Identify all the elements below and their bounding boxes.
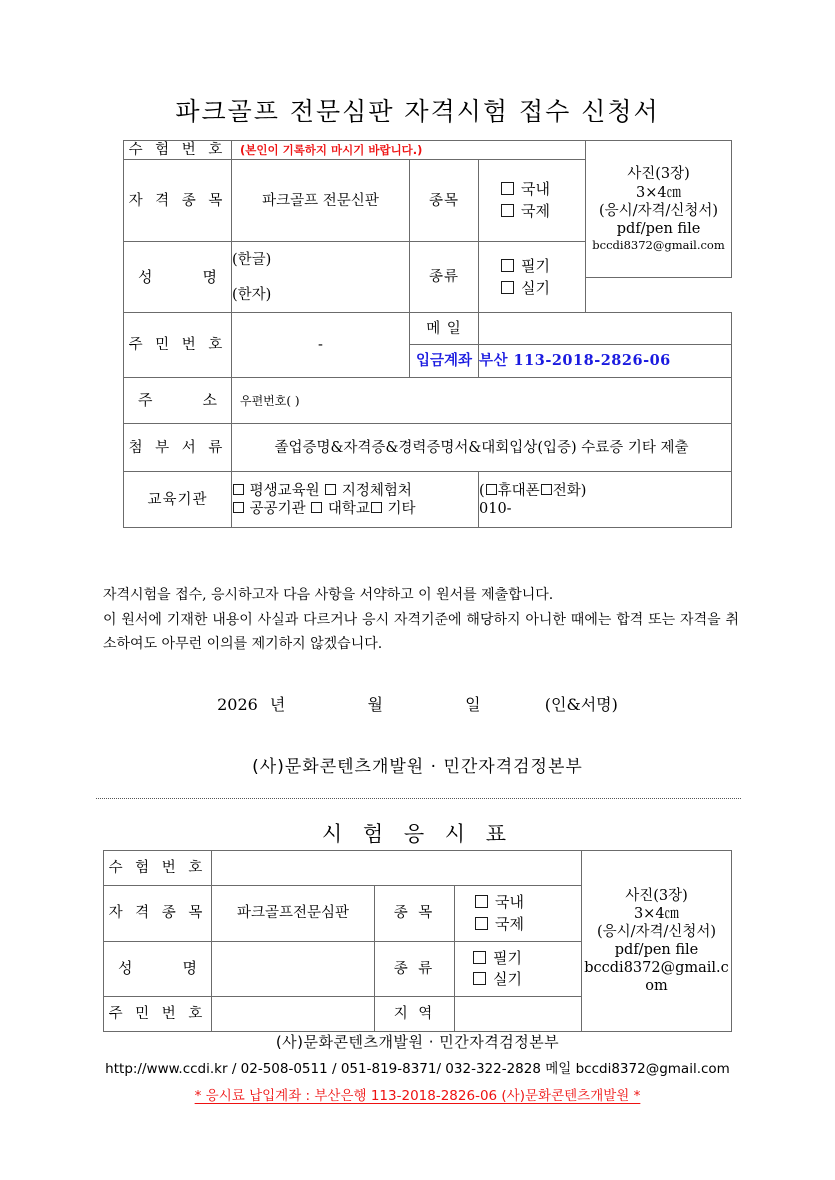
checkbox-icon[interactable] (311, 502, 322, 513)
checkbox-edu-other-label: 기타 (387, 500, 416, 517)
ticket-checkbox-group-kind (455, 941, 582, 997)
ticket-checkbox-kind-written-label: 필기 (493, 948, 522, 967)
ticket-field-region[interactable] (455, 997, 582, 1032)
ticket-checkbox-kind-practical[interactable] (473, 970, 581, 989)
checkbox-category-international[interactable] (501, 202, 585, 221)
label-address: 주 소 (124, 378, 232, 424)
ticket-checkbox-group-category (455, 886, 582, 942)
field-resident-number[interactable]: - (232, 313, 410, 378)
checkbox-icon[interactable] (501, 204, 514, 217)
ticket-row-exam-number (104, 851, 732, 886)
ticket-label-qualification-type: 자 격 종 목 (104, 886, 212, 942)
contact-type-group (479, 482, 731, 500)
checkbox-kind-practical-label: 실기 (521, 278, 550, 297)
ticket-photo-line-3: (응시/자격/신청서) (596, 923, 717, 940)
organization-name-bottom: (사)문화콘텐츠개발원 · 민간자격검정본부 (275, 1033, 560, 1051)
label-mail: 메 일 (410, 313, 479, 345)
signature-seal-label: (인&서명) (544, 695, 618, 714)
checkbox-kind-written[interactable] (501, 257, 585, 276)
checkbox-icon[interactable] (475, 917, 488, 930)
table-row-exam-number (124, 141, 732, 160)
organization-name-top: (사)문화콘텐츠개발원 · 민간자격검정본부 (252, 757, 583, 777)
checkbox-kind-written-label: 필기 (521, 256, 550, 275)
checkbox-icon[interactable] (501, 182, 514, 195)
signature-month-label: 월 (367, 695, 383, 714)
checkbox-category-domestic-label: 국내 (521, 180, 550, 199)
label-qualification-type: 자 격 종 목 (124, 160, 232, 242)
checkbox-edu-other[interactable] (370, 501, 416, 517)
checkbox-contact-landline-label: 전화 (552, 482, 581, 499)
photo-line-4: pdf/pen file (616, 220, 701, 237)
ticket-checkbox-kind-written[interactable] (473, 949, 581, 968)
field-qualification-value[interactable]: 파크골프 전문신판 (232, 160, 410, 242)
photo-box (586, 141, 732, 278)
table-row-attachments (124, 424, 732, 472)
photo-line-5: bccdi8372@gmail.com (592, 237, 725, 252)
ticket-label-category: 종 목 (375, 886, 455, 942)
application-form-table (123, 140, 732, 528)
checkbox-icon[interactable] (233, 484, 244, 495)
section-title-exam-ticket: 시 험 응 시 표 (321, 822, 514, 846)
field-contact[interactable] (479, 472, 732, 528)
ticket-checkbox-category-domestic-label: 국내 (495, 893, 524, 911)
exam-ticket-table (103, 850, 732, 1032)
checkbox-group-kind (479, 242, 586, 313)
signature-year: 2026 (217, 695, 258, 714)
signature-year-label: 년 (269, 695, 286, 714)
ticket-label-resident-number: 주 민 번 호 (104, 997, 212, 1032)
label-category: 종목 (410, 160, 479, 242)
field-phone-number[interactable]: 010- (479, 500, 512, 517)
label-kind: 종류 (410, 242, 479, 313)
education-row-2 (232, 500, 478, 518)
checkbox-edu-designated[interactable] (324, 483, 412, 499)
ticket-photo-line-4: pdf/pen file (614, 942, 699, 958)
contact-paren-close: ) (580, 482, 587, 499)
ticket-label-exam-number: 수 험 번 호 (104, 851, 212, 886)
page-title: 파크골프 전문심판 자격시험 접수 신청서 (175, 97, 660, 126)
footer-contact: http://www.ccdi.kr / 02-508-0511 / 051-819-8371/ 032-322-2828 메일 bccdi8372@gmail.com (105, 1061, 730, 1077)
ticket-label-region: 지 역 (375, 997, 455, 1032)
field-address[interactable] (232, 378, 732, 424)
label-education-institution: 교육기관 (124, 472, 232, 528)
checkbox-icon[interactable] (486, 484, 497, 495)
ticket-label-kind: 종 류 (375, 941, 455, 997)
ticket-field-exam-number[interactable] (212, 851, 582, 886)
label-exam-number: 수 험 번 호 (124, 141, 232, 160)
checkbox-icon[interactable] (501, 281, 514, 294)
ticket-label-name: 성 명 (104, 941, 212, 997)
checkbox-icon[interactable] (473, 972, 486, 985)
field-exam-number[interactable] (232, 141, 586, 160)
checkbox-edu-university-label: 대학교 (327, 500, 370, 517)
ticket-checkbox-kind-practical-label: 실기 (493, 970, 522, 989)
field-mail[interactable] (479, 313, 732, 345)
exam-number-warning: (본인이 기록하지 마시기 바랍니다.) (240, 143, 423, 157)
field-name-hangul[interactable] (232, 242, 410, 278)
table-row-address (124, 378, 732, 424)
education-row-1 (232, 482, 478, 500)
checkbox-contact-mobile-label: 휴대폰 (497, 482, 540, 499)
signature-date-line (0, 692, 835, 715)
photo-line-2: 3×4㎝ (635, 184, 682, 201)
contact-paren-open: ( (479, 482, 485, 499)
field-name-hangul-hint: (한글) (232, 251, 272, 268)
ticket-photo-box (582, 851, 732, 1032)
checkbox-group-category (479, 160, 586, 242)
checkbox-edu-public-label: 공공기관 (249, 500, 306, 517)
checkbox-icon[interactable] (473, 951, 486, 964)
dotted-divider (96, 798, 741, 799)
checkbox-category-international-label: 국제 (521, 202, 550, 221)
label-attachments: 첨 부 서 류 (124, 424, 232, 472)
photo-line-3: (응시/자격/신청서) (598, 202, 719, 219)
checkbox-category-domestic[interactable] (501, 180, 585, 199)
checkbox-kind-practical[interactable] (501, 279, 585, 298)
checkbox-edu-lifelong[interactable] (232, 483, 320, 499)
table-row-resident-number (124, 313, 732, 345)
ticket-photo-line-5: bccdi8372@gmail.com (584, 960, 729, 995)
label-resident-number: 주 민 번 호 (124, 313, 232, 378)
table-row-education-institution (124, 472, 732, 528)
field-name-hanja[interactable] (232, 277, 410, 313)
checkbox-edu-designated-label: 지정체험처 (341, 482, 412, 499)
checkbox-edu-university[interactable] (310, 501, 370, 517)
field-deposit-account: 부산 113-2018-2826-06 (479, 345, 732, 378)
checkbox-edu-lifelong-label: 평생교육원 (249, 482, 320, 499)
pledge-paragraph-2: 이 원서에 기재한 내용이 사실과 다르거나 응시 자격기준에 해당하지 아니한 때에는 합격 또는 자격을 취소하여도 아무런 이의를 제기하지 않겠습니다. (103, 612, 739, 653)
ticket-field-resident-number[interactable] (212, 997, 375, 1032)
signature-day-label: 일 (465, 695, 481, 714)
label-deposit-account: 입금계좌 (410, 345, 479, 378)
photo-line-1: 사진(3장) (627, 166, 690, 183)
address-postal-hint: 우편번호( ) (240, 394, 300, 409)
checkbox-icon[interactable] (501, 259, 514, 272)
label-name: 성 명 (124, 242, 232, 313)
ticket-checkbox-category-domestic[interactable] (475, 893, 581, 912)
footer-payment-note-text: * 응시료 납입계좌 : 부산은행 113-2018-2826-06 (사)문화콘텐츠개발원 * (194, 1088, 641, 1104)
checkbox-icon[interactable] (371, 502, 382, 513)
field-name-hanja-hint: (한자) (232, 286, 272, 303)
checkbox-icon[interactable] (233, 502, 244, 513)
checkbox-icon[interactable] (325, 484, 336, 495)
checkbox-group-education (232, 472, 479, 528)
footer-payment-note (0, 1084, 835, 1104)
pledge-paragraph-1: 자격시험을 접수, 응시하고자 다음 사항을 서약하고 이 원서를 제출합니다. (103, 587, 554, 603)
ticket-field-qualification-value: 파크골프전문심판 (212, 886, 375, 942)
ticket-checkbox-category-international-label: 국제 (495, 914, 524, 933)
checkbox-icon[interactable] (475, 895, 488, 908)
ticket-checkbox-category-international[interactable] (475, 915, 581, 934)
checkbox-edu-public[interactable] (232, 501, 306, 517)
checkbox-icon[interactable] (541, 484, 552, 495)
ticket-photo-line-1: 사진(3장) (625, 887, 688, 904)
field-attachments: 졸업증명&자격증&경력증명서&대회입상(입증) 수료증 기타 제출 (232, 424, 732, 472)
ticket-photo-line-2: 3×4㎝ (633, 905, 680, 922)
ticket-field-name[interactable] (212, 941, 375, 997)
